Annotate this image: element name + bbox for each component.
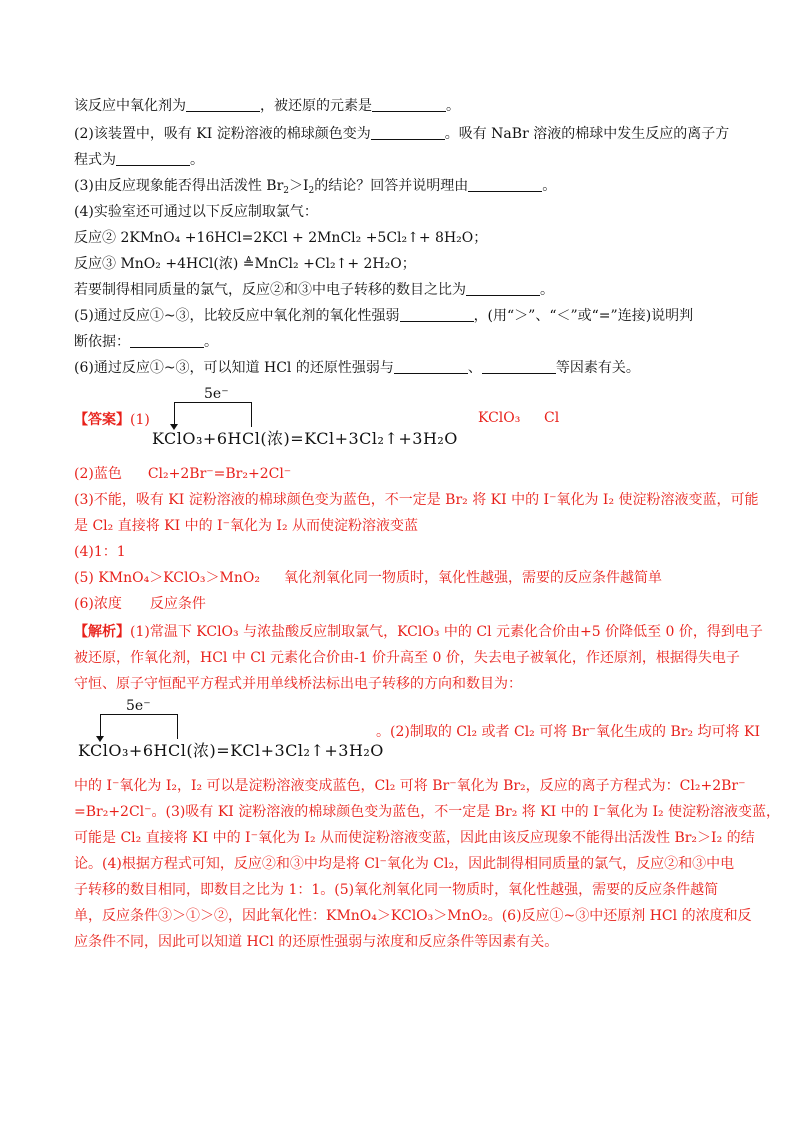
q3-line: (3)由反应现象能否得出活泼性 $Br_2>I_2$的结论？回答并说明理由 。: [74, 178, 557, 196]
answer-6: (6)浓度 反应条件: [74, 596, 206, 612]
blank-reason[interactable]: [468, 177, 542, 192]
q5-line1: (5)通过反应①~③，比较反应中氧化剂的氧化性强弱 ，(用“＞”、“＜”或“=”连接)说明判: [74, 308, 694, 324]
answer-oxidant: KClO₃: [478, 410, 521, 426]
electron-count: 5e⁻: [204, 386, 229, 402]
analysis-line4-tail: 。(2)制取的 Cl₂ 或者 Cl₂ 可将 Br⁻氧化生成的 Br₂ 均可将 KI: [376, 724, 760, 740]
analysis-equation: KClO₃+6HCl(浓)=KCl+3Cl₂↑+3H₂O: [78, 741, 384, 760]
blank-electron-ratio[interactable]: [466, 281, 540, 296]
analysis-line2: 被还原，作氧化剂，HCl 中 Cl 元素化合价由-1 价升高至 0 价，失去电子被氧化，作还原剂，根据得失电子: [74, 650, 740, 666]
answer-2: (2)蓝色 Cl₂+2Br⁻=Br₂+2Cl⁻: [74, 466, 292, 482]
blank-ionic-equation[interactable]: [116, 151, 190, 166]
answer-label-line: 【答案】(1): [74, 412, 150, 428]
q4-ask: 若要制得相同质量的氯气，反应②和③中电子转移的数目之比为 。: [74, 282, 554, 298]
blank-factor-2[interactable]: [482, 359, 556, 374]
q1-line: 该反应中氧化剂为 ，被还原的元素是 。: [74, 98, 460, 114]
analysis-line1: 【解析】(1)常温下 KClO₃ 与浓盐酸反应制取氯气，KClO₃ 中的 Cl 元素化合价由+5 价降低至 0 价，得到电子: [74, 624, 763, 640]
blank-oxidant[interactable]: [186, 97, 260, 112]
answer-5: (5) KMnO₄＞KClO₃＞MnO₂ 氧化剂氧化同一物质时，氧化性越强，需要的反应条件越简单: [74, 570, 662, 586]
analysis-line6: =Br₂+2Cl⁻。(3)吸有 KI 淀粉溶液的棉球颜色变为蓝色，不一定是 Br₂ 将 KI 中的 I⁻氧化为 I₂ 使淀粉溶液变蓝，: [74, 804, 781, 820]
electron-bridge: [174, 402, 252, 427]
answer-4: (4)1：1: [74, 544, 126, 560]
q4-intro: (4)实验室还可通过以下反应制取氯气：: [74, 204, 318, 220]
blank-factor-1[interactable]: [394, 359, 468, 374]
blank-cotton-color[interactable]: [371, 125, 445, 140]
blank-reduced-element[interactable]: [372, 97, 446, 112]
analysis-line9: 子转移的数目相同，即数目之比为 1：1。(5)氧化剂氧化同一物质时，氧化性越强，需要的反应条件越简: [74, 882, 719, 898]
answer-element: Cl: [544, 410, 560, 426]
q5-line2: 断依据： 。: [74, 334, 218, 350]
analysis-line8: 论。(4)根据方程式可知，反应②和③中均是将 Cl⁻氧化为 Cl₂，因此制得相同质量的氯气，反应②和③中电: [74, 856, 735, 872]
answer-label: 【答案】: [74, 412, 130, 428]
answer-3-line1: (3)不能，吸有 KI 淀粉溶液的棉球颜色变为蓝色，不一定是 Br₂ 将 KI 中的 I⁻氧化为 I₂ 使淀粉溶液变蓝，可能: [74, 492, 759, 508]
answer-equation: KClO₃+6HCl(浓)=KCl+3Cl₂↑+3H₂O: [152, 429, 458, 448]
analysis-electron-count: 5e⁻: [126, 698, 151, 714]
reaction-3: 反应③ MnO₂ +4HCl(浓) ≜MnCl₂ +Cl₂↑+ 2H₂O；: [74, 256, 416, 272]
analysis-line10: 单，反应条件③＞①＞②，因此氧化性：KMnO₄＞KClO₃＞MnO₂。(6)反应①~③中还原剂 HCl 的浓度和反: [74, 908, 752, 924]
blank-basis[interactable]: [130, 333, 204, 348]
analysis-line3: 守恒、原子守恒配平方程式并用单线桥法标出电子转移的方向和数目为：: [74, 676, 522, 692]
answer-3-line2: 是 Cl₂ 直接将 KI 中的 I⁻氧化为 I₂ 从而使淀粉溶液变蓝: [74, 518, 419, 534]
reaction-2: 反应② 2KMnO₄ +16HCl=2KCl + 2MnCl₂ +5Cl₂↑+ 8H₂O；: [74, 230, 488, 246]
q2-line2: 程式为 。: [74, 152, 204, 168]
analysis-electron-bridge: [100, 714, 178, 739]
blank-oxidizing-order[interactable]: [400, 307, 474, 322]
analysis-line5: 中的 I⁻氧化为 I₂，I₂ 可以是淀粉溶液变成蓝色，Cl₂ 可将 Br⁻氧化为 Br₂，反应的离子方程式为：Cl₂+2Br⁻: [74, 778, 746, 794]
analysis-line7: 可能是 Cl₂ 直接将 KI 中的 I⁻氧化为 I₂ 从而使淀粉溶液变蓝，因此由该反应现象不能得出活泼性 Br₂＞I₂ 的结: [74, 830, 755, 846]
q6-line: (6)通过反应①~③，可以知道 HCl 的还原性强弱与 、 等因素有关。: [74, 360, 640, 376]
analysis-label: 【解析】: [74, 624, 130, 640]
analysis-line11: 应条件不同，因此可以知道 HCl 的还原性强弱与浓度和反应条件等因素有关。: [74, 934, 559, 950]
q2-line1: (2)该装置中，吸有 KI 淀粉溶液的棉球颜色变为 。吸有 NaBr 溶液的棉球中发生反应的离子方: [74, 126, 730, 142]
